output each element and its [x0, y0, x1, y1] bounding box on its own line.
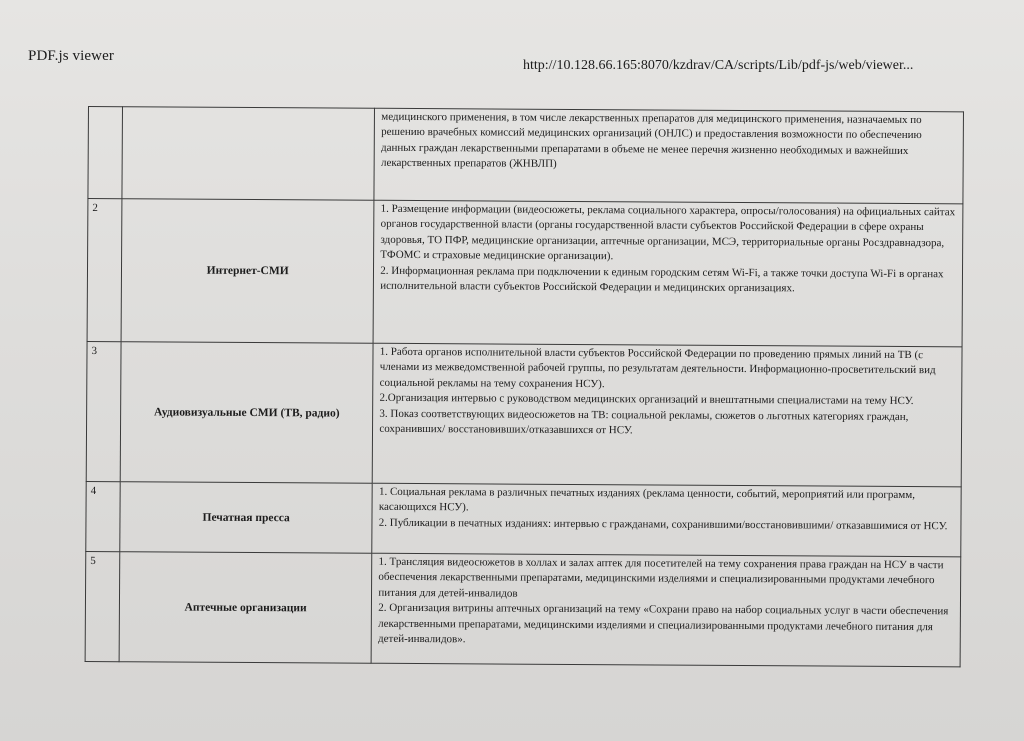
description-paragraph: 1. Трансляция видеосюжетов в холлах и залах аптек для посетителей на тему сохранения права граждан на НСУ в части обеспечения лекарственными препаратами, медицинскими изделиями и специализированными продуктами лечебного питания для детей-инвалидов	[378, 555, 944, 600]
description-paragraph: 1. Работа органов исполнительной власти субъектов Российской Федерации по проведению прямых линий на ТВ (с членами из межведомственной рабочей группы, по результатам деятельности. Информационно-просветительский вид социальной рекламы на тему сохранения НСУ).	[379, 345, 936, 390]
channel-name: Интернет-СМИ	[121, 199, 374, 344]
description-paragraph: 1. Размещение информации (видеосюжеты, реклама социального характера, опросы/голосования) на официальных сайтах органов государственной власти (органы государственной власти субъектов Российской Федерации в сфере охраны здоровья, ТО ПФР, медицинские организации, аптечные организации, МСЭ, территориальные органы Росздравнадзора, ТФОМС и страховые медицинские организации).	[380, 202, 956, 263]
table-row	[85, 551, 961, 666]
description-paragraph: 2. Организация витрины аптечных организаций на тему «Сохрани право на набор социальных услуг в части обеспечения лекарственными препаратами, медицинскими изделиями и специализированными продуктами лечебного питания для детей-инвалидов».	[378, 602, 949, 646]
description-paragraph: 1. Социальная реклама в различных печатных изданиях (реклама ценности, событий, мероприятий или программ, касающихся НСУ).	[378, 485, 916, 514]
viewer-title: PDF.js viewer	[28, 48, 114, 64]
channel-name: Печатная пресса	[120, 482, 373, 554]
description-paragraph: 3. Показ соответствующих видеосюжетов на ТВ: социальной рекламы, сюжетов о льготных категориях граждан, сохранивших/ восстановивших/отказавшихся от НСУ.	[379, 407, 909, 437]
row-number: 5	[85, 551, 120, 661]
measures-table	[85, 106, 964, 667]
measures-description	[373, 200, 963, 347]
row-number: 4	[86, 481, 120, 551]
table-row	[86, 481, 961, 556]
row-number: 2	[87, 199, 122, 342]
row-number: 3	[86, 341, 121, 481]
table-row	[86, 341, 962, 486]
table-row	[88, 107, 964, 204]
measures-description	[371, 553, 960, 667]
measures-description	[374, 108, 963, 204]
description-paragraph: 2.Организация интервью с руководством медицинских организаций и внештатными специалистами на тему НСУ.	[379, 392, 914, 408]
measures-description	[373, 343, 963, 487]
description-paragraph: медицинского применения, в том числе лекарственных препаратов для медицинского применения, назначаемых по решению врачебных комиссий медицинских организаций (ОНЛС) и предоставления возможности по обеспечению данных граждан лекарственными препаратами в объеме не менее перечня жизненно необходимых и важнейших лекарственных препаратов (ЖНВЛП)	[380, 110, 922, 171]
description-paragraph: 2. Информационная реклама при подключении к единым городским сетям Wi-Fi, а также точки доступа Wi-Fi в органах исполнительной власти субъектов Российской Федерации и медицинских организациях.	[380, 264, 944, 295]
viewer-url: http://10.128.66.165:8070/kzdrav/CA/scripts/Lib/pdf-js/web/viewer...	[523, 58, 914, 73]
channel-name: Аудиовизуальные СМИ (ТВ, радио)	[120, 342, 373, 484]
measures-description	[372, 483, 961, 557]
description-paragraph: 2. Публикации в печатных изданиях: интервью с гражданами, сохранившими/восстановившими/ отказавшимися от НСУ.	[378, 516, 948, 533]
table-row	[87, 199, 963, 347]
channel-name: Аптечные организации	[119, 552, 372, 664]
row-number	[88, 107, 123, 199]
channel-name	[122, 107, 375, 201]
